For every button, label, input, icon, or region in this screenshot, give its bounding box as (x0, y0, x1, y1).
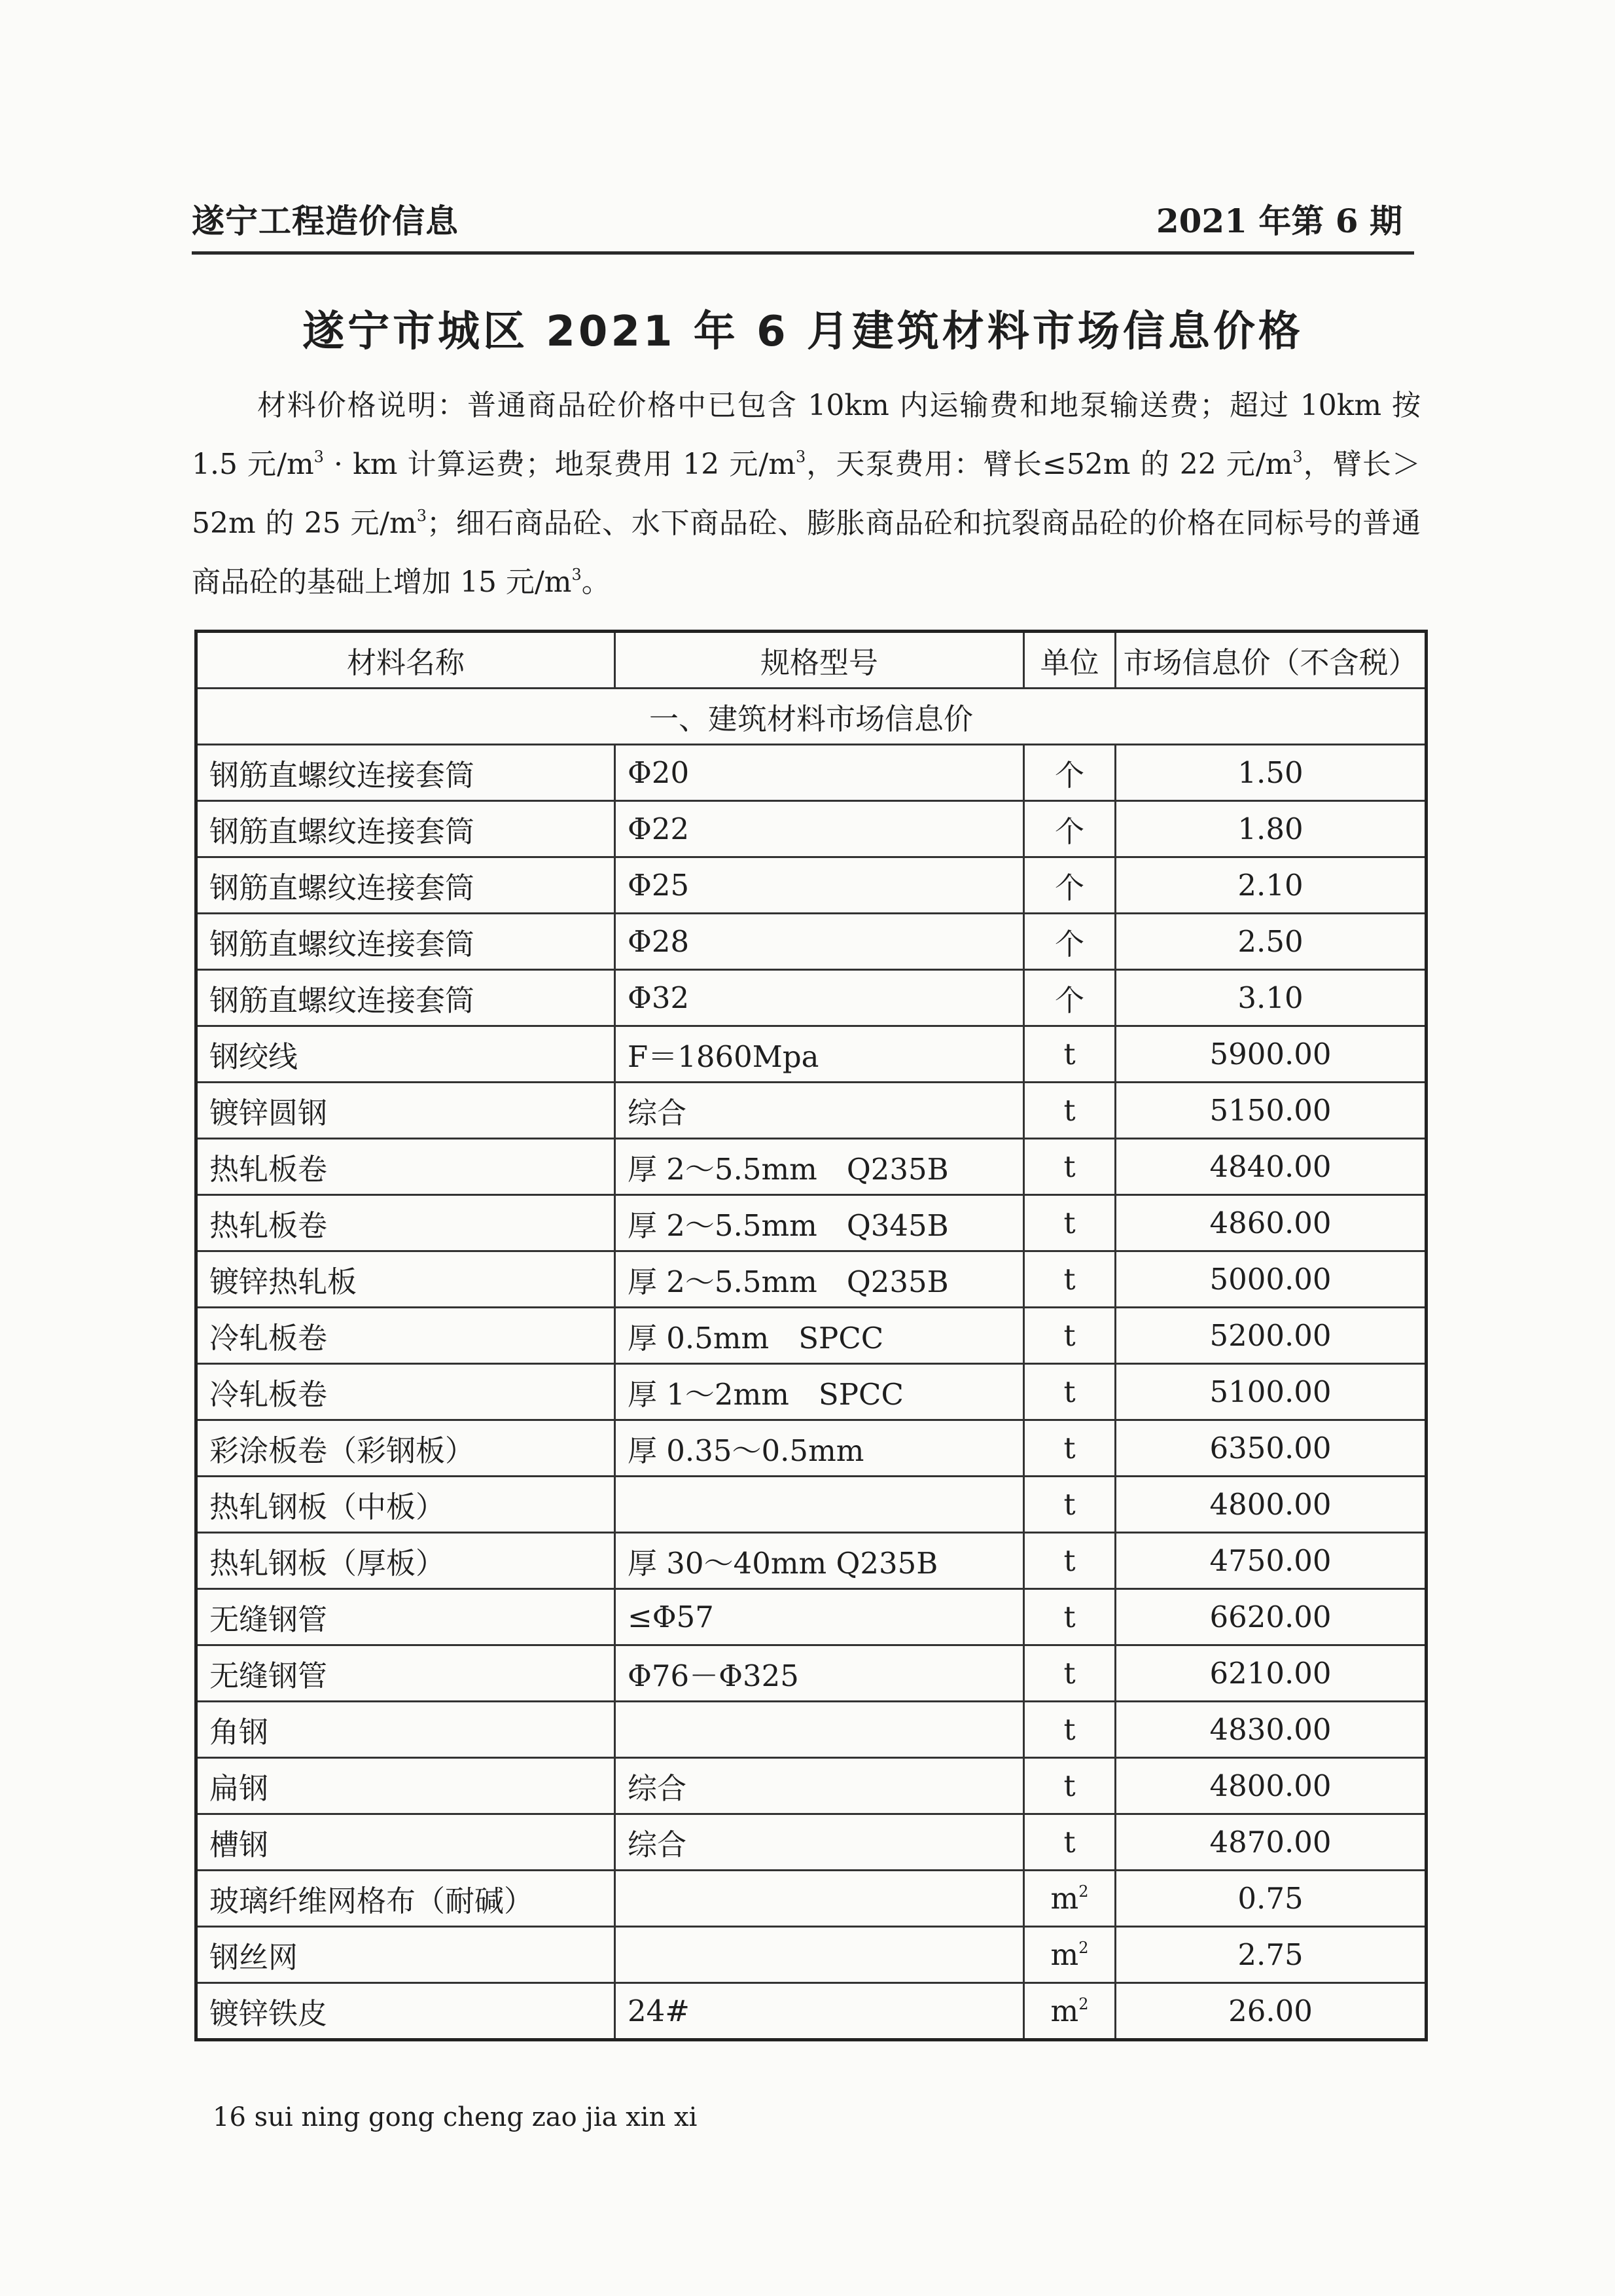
unit-text: 个 (1054, 814, 1084, 849)
material-name-cell (196, 1758, 615, 1814)
price-text: 4860.00 (1209, 1206, 1332, 1240)
note-text-4: ，臂长＞52m 的 25 元/m (192, 448, 1421, 540)
unit-superscript: 2 (1078, 1995, 1089, 2013)
spec-text: ≤Φ57 (628, 1600, 714, 1634)
price-cell (1116, 1645, 1427, 1702)
page-footer: 16 sui ning gong cheng zao jia xin xi (213, 2102, 698, 2132)
page-title: 遂宁市城区 2021 年 6 月建筑材料市场信息价格 (302, 308, 1304, 356)
price-cell (1116, 1083, 1427, 1139)
unit-text: t (1063, 1768, 1076, 1803)
cubic-superscript: 3 (416, 507, 427, 525)
material-name-text: 热轧板卷 (209, 1152, 328, 1187)
material-name-text: 钢筋直螺纹连接套筒 (209, 983, 475, 1018)
spec-cell (615, 1139, 1024, 1195)
material-name-text: 冷轧板卷 (209, 1377, 328, 1412)
price-text: 1.80 (1237, 812, 1304, 846)
unit-text: t (1063, 1149, 1076, 1184)
material-name-cell (196, 1308, 615, 1364)
spec-text: 厚 1～2mm SPCC (628, 1377, 904, 1412)
spec-cell (615, 801, 1024, 857)
unit-cell (1024, 1139, 1116, 1195)
unit-text: t (1063, 1093, 1076, 1128)
column-header-spec: 规格型号 (615, 632, 1024, 689)
unit-text: t (1063, 1037, 1076, 1071)
section-title: 一、建筑材料市场信息价 (196, 689, 1427, 745)
spec-cell (615, 1420, 1024, 1477)
table-header-row (196, 632, 1427, 689)
spec-text: Φ76－Φ325 (628, 1659, 799, 1693)
spec-text: Φ25 (628, 868, 690, 903)
material-name-cell (196, 1477, 615, 1533)
table-row (196, 1026, 1427, 1083)
material-name-text: 钢筋直螺纹连接套筒 (209, 814, 475, 849)
spec-text: Φ20 (628, 755, 690, 790)
table-row (196, 1083, 1427, 1139)
price-text: 5200.00 (1209, 1318, 1332, 1353)
unit-cell (1024, 1083, 1116, 1139)
spec-cell (615, 1026, 1024, 1083)
spec-cell (615, 745, 1024, 801)
material-name-cell (196, 1195, 615, 1251)
unit-text: 个 (1054, 983, 1084, 1018)
note-text-6: 。 (581, 565, 611, 599)
price-cell (1116, 745, 1427, 801)
price-cell (1116, 857, 1427, 914)
spec-text: 综合 (628, 1771, 687, 1806)
spec-cell (615, 1927, 1024, 1983)
price-cell (1116, 1251, 1427, 1308)
unit-text: m (1050, 1881, 1079, 1916)
unit-cell (1024, 1477, 1116, 1533)
price-text: 6620.00 (1209, 1600, 1332, 1634)
price-cell (1116, 1533, 1427, 1589)
cubic-superscript: 3 (1292, 448, 1303, 466)
spec-cell (615, 1702, 1024, 1758)
unit-cell (1024, 1758, 1116, 1814)
column-header-name: 材料名称 (196, 632, 615, 689)
cubic-superscript: 3 (571, 565, 582, 584)
price-text: 4800.00 (1209, 1487, 1332, 1522)
price-text: 4750.00 (1209, 1543, 1332, 1578)
table-row (196, 1927, 1427, 1983)
price-text: 2.50 (1237, 924, 1304, 959)
unit-cell (1024, 914, 1116, 970)
price-cell (1116, 1195, 1427, 1251)
unit-cell (1024, 1026, 1116, 1083)
material-name-text: 彩涂板卷（彩钢板） (209, 1433, 475, 1468)
price-cell (1116, 1927, 1427, 1983)
spec-text: 综合 (628, 1096, 687, 1130)
table-row (196, 1533, 1427, 1589)
price-cell (1116, 914, 1427, 970)
material-name-cell (196, 1420, 615, 1477)
spec-cell (615, 1195, 1024, 1251)
spec-text: Φ22 (628, 812, 690, 846)
material-name-cell (196, 1139, 615, 1195)
material-name-text: 镀锌热轧板 (209, 1265, 357, 1299)
table-row (196, 1983, 1427, 2040)
material-name-cell (196, 914, 615, 970)
material-name-text: 钢筋直螺纹连接套筒 (209, 870, 475, 905)
spec-text: 厚 30～40mm Q235B (628, 1546, 938, 1581)
table-row (196, 1871, 1427, 1927)
spec-text: 厚 0.35～0.5mm (628, 1433, 864, 1468)
issue-number: 2021 年第 6 期 (1156, 202, 1402, 240)
material-name-text: 钢筋直螺纹连接套筒 (209, 927, 475, 961)
unit-text: t (1063, 1656, 1076, 1691)
spec-cell (615, 1814, 1024, 1871)
unit-cell (1024, 1702, 1116, 1758)
unit-superscript: 2 (1078, 1882, 1089, 1901)
price-cell (1116, 1477, 1427, 1533)
spec-cell (615, 1308, 1024, 1364)
unit-text: m (1050, 1937, 1079, 1972)
material-name-cell (196, 745, 615, 801)
material-name-text: 热轧钢板（中板） (209, 1490, 446, 1524)
price-text: 26.00 (1228, 1994, 1313, 2028)
material-name-text: 钢丝网 (209, 1940, 298, 1975)
material-name-text: 槽钢 (209, 1827, 269, 1862)
table-row (196, 1139, 1427, 1195)
price-text: 5100.00 (1209, 1374, 1332, 1409)
table-row (196, 801, 1427, 857)
unit-cell (1024, 1645, 1116, 1702)
material-name-text: 玻璃纤维网格布（耐碱） (209, 1884, 534, 1918)
price-cell (1116, 801, 1427, 857)
price-cell (1116, 1364, 1427, 1420)
table-row (196, 1477, 1427, 1533)
note-text-5: ；细石商品砼、水下商品砼、膨胀商品砼和抗裂商品砼的价格在同标号的普通商品砼的基础上增加 15 元/m (192, 507, 1421, 599)
spec-cell (615, 1645, 1024, 1702)
unit-cell (1024, 1251, 1116, 1308)
price-cell (1116, 1702, 1427, 1758)
spec-text: 综合 (628, 1827, 687, 1862)
unit-text: 个 (1054, 758, 1084, 793)
material-name-cell (196, 1927, 615, 1983)
unit-cell (1024, 1983, 1116, 2040)
price-notes (192, 376, 1421, 612)
spec-cell (615, 1251, 1024, 1308)
spec-cell (615, 1533, 1024, 1589)
unit-text: t (1063, 1487, 1076, 1522)
table-row (196, 1589, 1427, 1645)
spec-cell (615, 914, 1024, 970)
material-name-cell (196, 857, 615, 914)
material-name-cell (196, 801, 615, 857)
material-name-text: 热轧板卷 (209, 1208, 328, 1243)
table-row (196, 1645, 1427, 1702)
header-rule (192, 251, 1414, 255)
note-text-1: 材料价格说明：普通商品砼价格中已包含 10km 内运输费和地泵输送费；超过 10km 按 1.5 元/m (192, 389, 1421, 481)
spec-cell (615, 1983, 1024, 2040)
unit-cell (1024, 857, 1116, 914)
spec-cell (615, 1871, 1024, 1927)
unit-text: t (1063, 1600, 1076, 1634)
price-cell (1116, 1871, 1427, 1927)
price-text: 5150.00 (1209, 1093, 1332, 1128)
table-row (196, 1308, 1427, 1364)
table-row (196, 857, 1427, 914)
material-name-cell (196, 1251, 615, 1308)
unit-text: t (1063, 1262, 1076, 1297)
material-name-text: 镀锌铁皮 (209, 1996, 328, 2031)
spec-text: 厚 0.5mm SPCC (628, 1321, 884, 1355)
spec-text: 厚 2～5.5mm Q345B (628, 1208, 949, 1243)
unit-cell (1024, 1814, 1116, 1871)
table-row (196, 745, 1427, 801)
unit-cell (1024, 1420, 1116, 1477)
material-name-cell (196, 1364, 615, 1420)
cubic-superscript: 3 (795, 448, 806, 466)
table-row (196, 1251, 1427, 1308)
table-row (196, 1420, 1427, 1477)
price-cell (1116, 1589, 1427, 1645)
price-text: 0.75 (1237, 1881, 1304, 1916)
price-text: 2.75 (1237, 1937, 1304, 1972)
price-text: 4800.00 (1209, 1768, 1332, 1803)
price-cell (1116, 1814, 1427, 1871)
spec-cell (615, 1364, 1024, 1420)
table-row (196, 1814, 1427, 1871)
price-text: 6210.00 (1209, 1656, 1332, 1691)
spec-cell (615, 857, 1024, 914)
price-cell (1116, 1026, 1427, 1083)
unit-text: 个 (1054, 870, 1084, 905)
unit-text: t (1063, 1206, 1076, 1240)
unit-text: m (1050, 1994, 1079, 2028)
unit-cell (1024, 1589, 1116, 1645)
unit-superscript: 2 (1078, 1939, 1089, 1957)
material-name-text: 热轧钢板（厚板） (209, 1546, 446, 1581)
table-row (196, 914, 1427, 970)
material-name-text: 钢筋直螺纹连接套筒 (209, 758, 475, 793)
unit-text: t (1063, 1431, 1076, 1465)
material-name-text: 无缝钢管 (209, 1659, 328, 1693)
unit-cell (1024, 1927, 1116, 1983)
material-name-cell (196, 1589, 615, 1645)
price-text: 4840.00 (1209, 1149, 1332, 1184)
publication-name: 遂宁工程造价信息 (192, 202, 459, 240)
spec-cell (615, 1758, 1024, 1814)
table-row (196, 1702, 1427, 1758)
unit-text: t (1063, 1374, 1076, 1409)
price-table (194, 630, 1428, 2041)
material-name-text: 角钢 (209, 1715, 269, 1749)
unit-cell (1024, 1308, 1116, 1364)
material-name-cell (196, 1533, 615, 1589)
price-text: 4870.00 (1209, 1825, 1332, 1859)
price-text: 6350.00 (1209, 1431, 1332, 1465)
running-header (192, 190, 1414, 249)
spec-cell (615, 1083, 1024, 1139)
unit-cell (1024, 1871, 1116, 1927)
material-name-text: 扁钢 (209, 1771, 269, 1806)
spec-text: Φ28 (628, 924, 690, 959)
table-row (196, 1758, 1427, 1814)
material-name-cell (196, 970, 615, 1026)
price-cell (1116, 970, 1427, 1026)
cubic-superscript: 3 (313, 448, 324, 466)
unit-cell (1024, 1533, 1116, 1589)
price-text: 1.50 (1237, 755, 1304, 790)
note-text-2: · km 计算运费；地泵费用 12 元/m (323, 448, 796, 481)
price-cell (1116, 1983, 1427, 2040)
spec-text: Φ32 (628, 980, 690, 1015)
note-text-3: ，天泵费用：臂长≤52m 的 22 元/m (806, 448, 1293, 481)
column-header-price: 市场信息价（不含税） (1116, 632, 1427, 689)
unit-text: t (1063, 1543, 1076, 1578)
price-text: 4830.00 (1209, 1712, 1332, 1747)
unit-text: t (1063, 1712, 1076, 1747)
material-name-cell (196, 1645, 615, 1702)
price-cell (1116, 1758, 1427, 1814)
table-row (196, 1364, 1427, 1420)
price-text: 3.10 (1237, 980, 1304, 1015)
material-name-cell (196, 1814, 615, 1871)
price-text: 2.10 (1237, 868, 1304, 903)
price-text: 5000.00 (1209, 1262, 1332, 1297)
unit-cell (1024, 970, 1116, 1026)
section-row (196, 689, 1427, 745)
material-name-cell (196, 1983, 615, 2040)
price-cell (1116, 1420, 1427, 1477)
unit-text: t (1063, 1318, 1076, 1353)
price-text: 5900.00 (1209, 1037, 1332, 1071)
material-name-cell (196, 1026, 615, 1083)
spec-cell (615, 1477, 1024, 1533)
spec-text: 厚 2～5.5mm Q235B (628, 1265, 949, 1299)
spec-text: F＝1860Mpa (628, 1039, 819, 1074)
material-name-text: 无缝钢管 (209, 1602, 328, 1637)
material-name-cell (196, 1871, 615, 1927)
unit-cell (1024, 745, 1116, 801)
spec-cell (615, 1589, 1024, 1645)
spec-cell (615, 970, 1024, 1026)
unit-cell (1024, 1195, 1116, 1251)
material-name-cell (196, 1702, 615, 1758)
price-cell (1116, 1308, 1427, 1364)
unit-text: 个 (1054, 927, 1084, 961)
material-name-text: 镀锌圆钢 (209, 1096, 328, 1130)
spec-text: 厚 2～5.5mm Q235B (628, 1152, 949, 1187)
unit-cell (1024, 801, 1116, 857)
unit-cell (1024, 1364, 1116, 1420)
table-row (196, 1195, 1427, 1251)
price-cell (1116, 1139, 1427, 1195)
material-name-text: 钢绞线 (209, 1039, 298, 1074)
unit-text: t (1063, 1825, 1076, 1859)
table-row (196, 970, 1427, 1026)
spec-text: 24# (628, 1994, 690, 2028)
material-name-cell (196, 1083, 615, 1139)
material-name-text: 冷轧板卷 (209, 1321, 328, 1355)
table-body (196, 689, 1427, 2040)
column-header-unit: 单位 (1024, 632, 1116, 689)
